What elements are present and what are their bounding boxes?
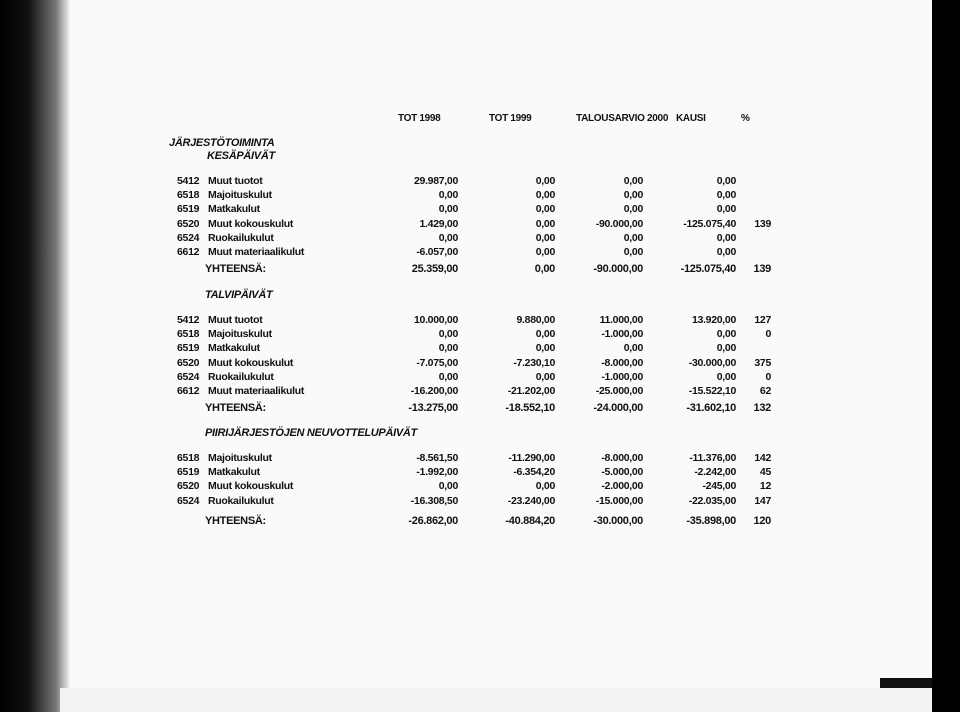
cell-budget2000: -2.000,00 xyxy=(601,480,643,492)
cell-tot1999: 0,00 xyxy=(535,189,555,201)
account-label: Matkakulut xyxy=(208,466,260,478)
page-shadow-left xyxy=(0,0,70,712)
cell-tot1999: 0,00 xyxy=(535,203,555,215)
section-title-neuvottelupaivat: PIIRIJÄRJESTÖJEN NEUVOTTELUPÄIVÄT xyxy=(205,427,417,439)
cell-kausi: -30.000,00 xyxy=(688,357,736,369)
page-bottom-mark xyxy=(880,678,932,688)
cell-kausi: -2.242,00 xyxy=(694,466,736,478)
cell-pct: 375 xyxy=(754,357,771,369)
account-code: 6520 xyxy=(177,218,200,230)
cell-budget2000: 0,00 xyxy=(623,232,643,244)
cell-pct: 45 xyxy=(759,466,771,478)
page-right-edge xyxy=(932,0,960,712)
total-tot1998: -26.862,00 xyxy=(408,515,458,527)
cell-kausi: -11.376,00 xyxy=(689,452,736,464)
cell-budget2000: -90.000,00 xyxy=(595,218,643,230)
account-label: Matkakulut xyxy=(208,203,260,215)
cell-tot1999: 0,00 xyxy=(535,232,555,244)
cell-tot1998: 0,00 xyxy=(438,232,458,244)
cell-budget2000: 11.000,00 xyxy=(599,314,643,326)
cell-budget2000: -8.000,00 xyxy=(601,452,643,464)
account-label: Muut kokouskulut xyxy=(208,480,294,492)
cell-tot1998: 10.000,00 xyxy=(413,314,458,326)
cell-tot1999: -6.354,20 xyxy=(513,466,555,478)
cell-budget2000: -1.000,00 xyxy=(601,328,643,340)
account-code: 6612 xyxy=(177,246,200,258)
cell-tot1998: -1.992,00 xyxy=(416,466,458,478)
cell-kausi: -15.522,10 xyxy=(688,385,736,397)
account-label: Muut kokouskulut xyxy=(208,218,294,230)
cell-tot1999: -21.202,00 xyxy=(507,385,555,397)
cell-kausi: 0,00 xyxy=(716,175,736,187)
account-label: Ruokailukulut xyxy=(208,232,274,244)
account-label: Muut materiaalikulut xyxy=(208,246,305,258)
cell-kausi: 0,00 xyxy=(716,189,736,201)
cell-tot1998: -16.308,50 xyxy=(410,495,458,507)
cell-tot1999: 0,00 xyxy=(535,246,555,258)
account-code: 5412 xyxy=(177,175,200,187)
cell-kausi: -125.075,40 xyxy=(683,218,736,230)
account-code: 6524 xyxy=(177,371,200,383)
total-budget2000: -90.000,00 xyxy=(593,263,643,275)
cell-tot1999: 0,00 xyxy=(535,371,555,383)
account-code: 6518 xyxy=(177,189,200,201)
cell-tot1999: 0,00 xyxy=(535,342,555,354)
account-code: 6518 xyxy=(177,452,200,464)
cell-pct: 127 xyxy=(754,314,771,326)
total-budget2000: -30.000,00 xyxy=(593,515,643,527)
cell-tot1998: -16.200,00 xyxy=(410,385,458,397)
cell-tot1998: 0,00 xyxy=(438,480,458,492)
account-label: Majoituskulut xyxy=(208,328,272,340)
document-page xyxy=(60,0,932,712)
main-title: JÄRJESTÖTOIMINTA xyxy=(169,137,275,149)
header-tot1999: TOT 1999 xyxy=(489,113,532,124)
cell-tot1998: 29.987,00 xyxy=(413,175,458,187)
account-label: Ruokailukulut xyxy=(208,371,274,383)
account-code: 6519 xyxy=(177,203,200,215)
cell-kausi: 0,00 xyxy=(716,232,736,244)
total-pct: 132 xyxy=(753,402,771,414)
header-percent: % xyxy=(741,113,750,124)
cell-kausi: 0,00 xyxy=(716,246,736,258)
total-label: YHTEENSÄ: xyxy=(205,402,266,414)
cell-tot1998: 0,00 xyxy=(438,203,458,215)
total-label: YHTEENSÄ: xyxy=(205,263,266,275)
account-code: 6524 xyxy=(177,232,200,244)
total-tot1999: -18.552,10 xyxy=(505,402,555,414)
account-label: Muut materiaalikulut xyxy=(208,385,305,397)
cell-budget2000: 0,00 xyxy=(623,175,643,187)
cell-tot1998: -6.057,00 xyxy=(416,246,458,258)
cell-pct: 139 xyxy=(754,218,771,230)
cell-tot1998: 0,00 xyxy=(438,371,458,383)
header-budget2000: TALOUSARVIO 2000 xyxy=(576,113,669,124)
cell-tot1999: 0,00 xyxy=(535,218,555,230)
cell-pct: 12 xyxy=(759,480,771,492)
cell-budget2000: -5.000,00 xyxy=(601,466,643,478)
page-bottom-strip xyxy=(60,688,960,712)
cell-tot1999: 9.880,00 xyxy=(516,314,555,326)
cell-kausi: 0,00 xyxy=(716,203,736,215)
cell-budget2000: -1.000,00 xyxy=(601,371,643,383)
cell-kausi: -245,00 xyxy=(702,480,736,492)
cell-kausi: 13.920,00 xyxy=(691,314,736,326)
cell-kausi: 0,00 xyxy=(716,328,736,340)
cell-tot1999: -7.230,10 xyxy=(513,357,555,369)
cell-tot1998: 0,00 xyxy=(438,328,458,340)
cell-tot1998: -7.075,00 xyxy=(416,357,458,369)
cell-budget2000: -8.000,00 xyxy=(601,357,643,369)
account-code: 6524 xyxy=(177,495,200,507)
cell-budget2000: -25.000,00 xyxy=(595,385,643,397)
account-label: Muut tuotot xyxy=(208,314,263,326)
total-tot1999: -40.884,20 xyxy=(505,515,555,527)
header-tot1998: TOT 1998 xyxy=(398,113,441,124)
account-label: Ruokailukulut xyxy=(208,495,274,507)
section-title-talvipaivat: TALVIPÄIVÄT xyxy=(205,289,273,301)
total-tot1998: -13.275,00 xyxy=(408,402,458,414)
account-label: Matkakulut xyxy=(208,342,260,354)
total-kausi: -125.075,40 xyxy=(680,263,736,275)
cell-pct: 0 xyxy=(765,371,771,383)
total-tot1999: 0,00 xyxy=(534,263,555,275)
cell-tot1999: 0,00 xyxy=(535,328,555,340)
account-code: 6520 xyxy=(177,480,200,492)
total-label: YHTEENSÄ: xyxy=(205,515,266,527)
account-label: Muut kokouskulut xyxy=(208,357,294,369)
cell-pct: 62 xyxy=(759,385,771,397)
cell-tot1998: 0,00 xyxy=(438,342,458,354)
cell-kausi: 0,00 xyxy=(716,342,736,354)
total-budget2000: -24.000,00 xyxy=(593,402,643,414)
account-code: 5412 xyxy=(177,314,200,326)
section-title-kesapaivat: KESÄPÄIVÄT xyxy=(207,150,275,162)
total-kausi: -35.898,00 xyxy=(686,515,736,527)
cell-pct: 147 xyxy=(754,495,771,507)
total-pct: 120 xyxy=(753,515,771,527)
cell-tot1999: -11.290,00 xyxy=(508,452,555,464)
cell-pct: 142 xyxy=(754,452,771,464)
cell-tot1999: -23.240,00 xyxy=(507,495,555,507)
total-tot1998: 25.359,00 xyxy=(411,263,458,275)
account-label: Muut tuotot xyxy=(208,175,263,187)
cell-tot1999: 0,00 xyxy=(535,175,555,187)
account-label: Majoituskulut xyxy=(208,189,272,201)
account-code: 6518 xyxy=(177,328,200,340)
cell-tot1998: 1.429,00 xyxy=(419,218,458,230)
cell-tot1998: 0,00 xyxy=(438,189,458,201)
cell-budget2000: -15.000,00 xyxy=(595,495,643,507)
cell-pct: 0 xyxy=(765,328,771,340)
total-pct: 139 xyxy=(753,263,771,275)
account-code: 6519 xyxy=(177,466,200,478)
header-kausi: KAUSI xyxy=(676,113,706,124)
total-kausi: -31.602,10 xyxy=(686,402,736,414)
cell-budget2000: 0,00 xyxy=(623,189,643,201)
cell-kausi: 0,00 xyxy=(716,371,736,383)
cell-budget2000: 0,00 xyxy=(623,203,643,215)
account-label: Majoituskulut xyxy=(208,452,272,464)
cell-kausi: -22.035,00 xyxy=(688,495,736,507)
cell-tot1998: -8.561,50 xyxy=(416,452,458,464)
cell-budget2000: 0,00 xyxy=(623,246,643,258)
account-code: 6519 xyxy=(177,342,200,354)
account-code: 6612 xyxy=(177,385,200,397)
account-code: 6520 xyxy=(177,357,200,369)
cell-budget2000: 0,00 xyxy=(623,342,643,354)
cell-tot1999: 0,00 xyxy=(535,480,555,492)
